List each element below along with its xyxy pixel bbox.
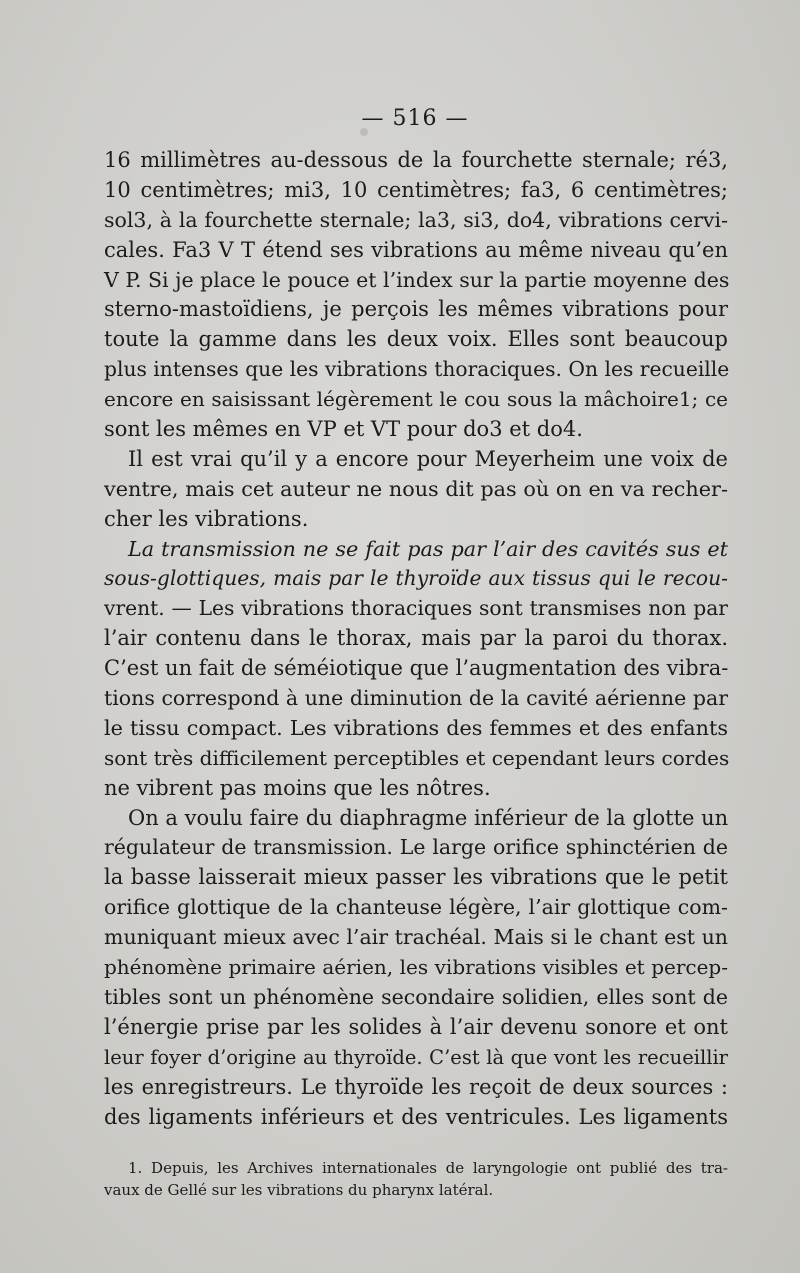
text-line: cales. Fa3 V T étend ses vibrations au même niveau qu’en (104, 237, 728, 262)
text-line: sont les mêmes en VP et VT pour do3 et do4. (104, 417, 583, 442)
text-line: C’est un fait de séméiotique que l’augmentation des vibra- (104, 656, 729, 681)
text-line: plus intenses que les vibrations thoraciques. On les recueille (104, 357, 730, 382)
text-line: sterno-mastoïdiens, je perçois les mêmes vibrations pour (104, 297, 728, 322)
section-heading-line: La transmission ne se fait pas par l’air des cavités sus et (128, 536, 728, 561)
text-line: les enregistreurs. Le thyroïde les reçoit de deux sources : (104, 1074, 728, 1099)
text-line: muniquant mieux avec l’air trachéal. Mais si le chant est un (104, 925, 728, 950)
text-line: orifice glottique de la chanteuse légère, l’air glottique com- (104, 895, 728, 920)
text-line: tions correspond à une diminution de la cavité aérienne par (104, 686, 728, 711)
body-text (104, 146, 728, 1132)
text-line: tibles sont un phénomène secondaire solidien, elles sont de (104, 984, 728, 1009)
text-line: ne vibrent pas moins que les nôtres. (104, 775, 491, 800)
text-line: 10 centimètres; mi3, 10 centimètres; fa3, 6 centimètres; (104, 177, 728, 202)
text-line: 16 millimètres au-dessous de la fourchette sternale; ré3, (104, 148, 728, 172)
text-line: vrent. — Les vibrations thoraciques sont transmises non par (104, 596, 728, 621)
page-number: — 516 — (361, 106, 469, 131)
text-line: le tissu compact. Les vibrations des femmes et des enfants (104, 715, 728, 740)
text-line: l’air contenu dans le thorax, mais par la paroi du thorax. (104, 626, 728, 651)
text-line: sol3, à la fourchette sternale; la3, si3, do4, vibrations cervi- (104, 207, 728, 232)
text-line: encore en saisissant légèrement le cou sous la mâchoire1; ce (104, 387, 728, 412)
text-line: ventre, mais cet auteur ne nous dit pas où on en va recher- (104, 476, 728, 501)
text-line: régulateur de transmission. Le large orifice sphinctérien de (104, 835, 728, 860)
footnote-line: 1. Depuis, les Archives internationales de laryngologie ont publié des tra- (128, 1159, 728, 1177)
text-line: toute la gamme dans les deux voix. Elles sont beaucoup (104, 327, 728, 352)
text-line: phénomène primaire aérien, les vibrations visibles et percep- (104, 955, 728, 980)
text-line: l’énergie prise par les solides à l’air devenu sonore et ont (104, 1014, 728, 1039)
text-line: leur foyer d’origine au thyroïde. C’est là que vont les recueillir (104, 1045, 728, 1069)
text-line: la basse laisserait mieux passer les vibrations que le petit (104, 865, 728, 890)
text-line: sont très difficilement perceptibles et cependant leurs cordes (104, 745, 730, 770)
text-line: cher les vibrations. (104, 506, 309, 531)
section-heading-line: sous-glottiques, mais par le thyroïde aux tissus qui le recou- (104, 566, 728, 591)
footnote (104, 1157, 728, 1201)
text-line: des ligaments inférieurs et des ventricules. Les ligaments (104, 1104, 728, 1129)
paragraph-start-line: On a voulu faire du diaphragme inférieur de la glotte un (128, 805, 729, 830)
paragraph-start-line: Il est vrai qu’il y a encore pour Meyerheim une voix de (128, 446, 728, 471)
footnote-line: vaux de Gellé sur les vibrations du pharynx latéral. (104, 1181, 494, 1199)
text-line: V P. Si je place le pouce et l’index sur la partie moyenne des (104, 267, 730, 292)
